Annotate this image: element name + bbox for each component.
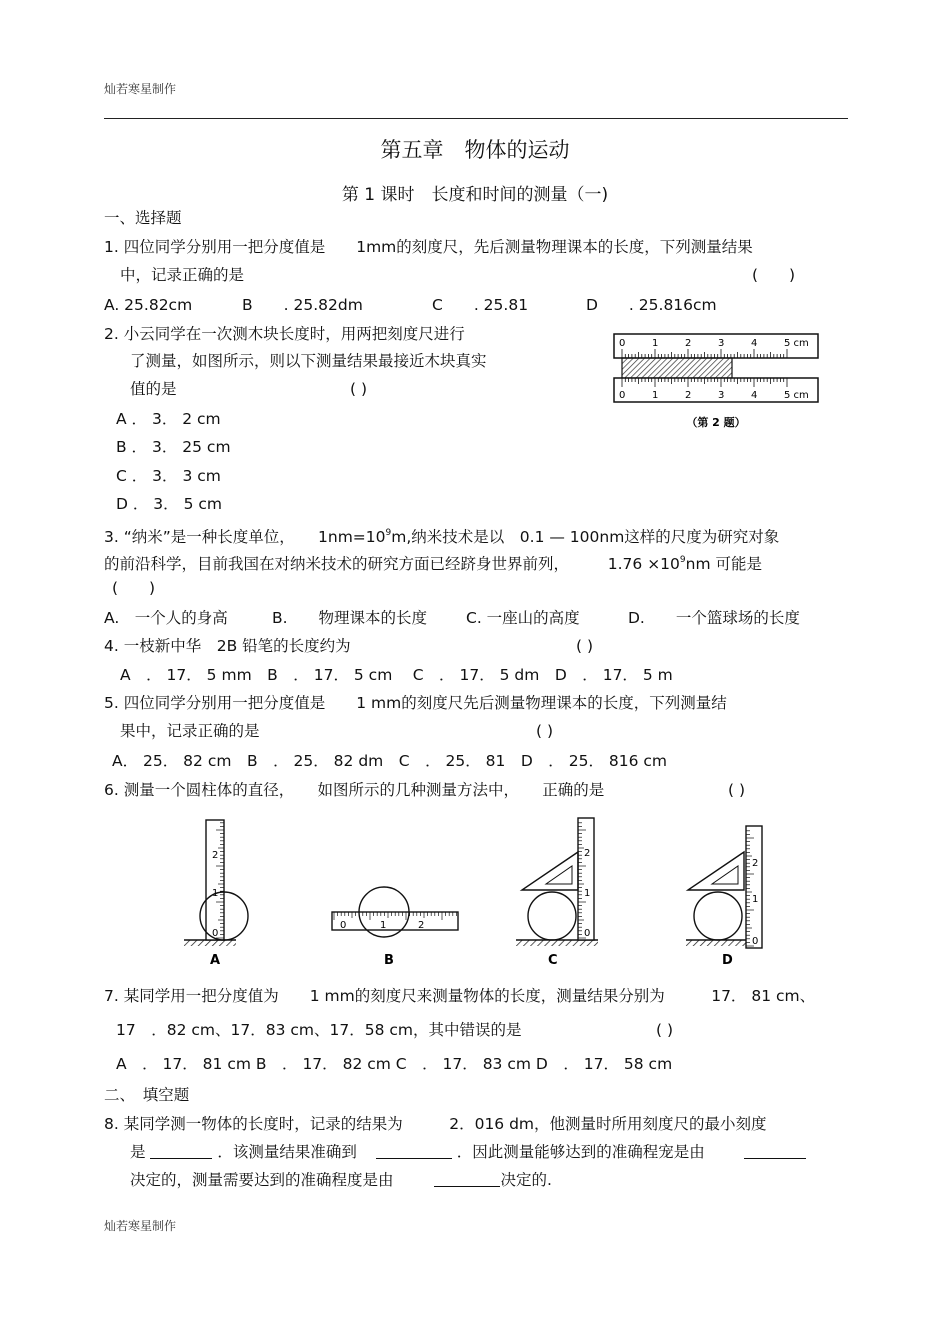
mark-b-2: 2 xyxy=(418,920,425,931)
tick-label: 1 xyxy=(652,338,659,349)
q2-option-a: A ． 3． 2 cm xyxy=(116,410,221,428)
q5-paren: ( ) xyxy=(536,722,554,740)
tick-label: 4 xyxy=(751,338,758,349)
q5-line1: 5. 四位同学分别用一把分度值是 1 mm的刻度尺先后测量物理课本的长度，下列测量结 xyxy=(104,694,727,712)
section-choice-heading: 一、选择题 xyxy=(104,209,182,227)
q2-option-c: C ． 3． 3 cm xyxy=(116,467,221,485)
q5-line2: 果中，记录正确的是 xyxy=(120,722,260,740)
q3-option-b: B. 物理课本的长度 xyxy=(272,609,428,627)
tick-label: 5 cm xyxy=(784,338,809,349)
q2-option-d: D ． 3． 5 cm xyxy=(116,495,222,513)
q7-line1: 7. 某同学用一把分度值为 1 mm的刻度尺来测量物体的长度，测量结果分别为 17． 81 cm、 xyxy=(104,987,816,1005)
mark-a-2: 2 xyxy=(212,850,219,861)
tick-label: 2 xyxy=(685,338,692,349)
q7-paren: ( ) xyxy=(656,1021,674,1039)
header-maker: 灿若寒星制作 xyxy=(104,82,177,96)
footer-maker: 灿若寒星制作 xyxy=(104,1219,177,1233)
q1-option-b: B . 25.82dm xyxy=(242,296,363,314)
svg-text:0: 0 xyxy=(752,936,759,947)
tick-label: 0 xyxy=(619,338,626,349)
q3-option-a: A. 一个人的身高 xyxy=(104,609,228,627)
label-c: C xyxy=(548,953,558,968)
q2-figure-caption: （第 2 题） xyxy=(686,416,746,429)
q3-option-c: C. 一座山的高度 xyxy=(466,609,580,627)
q1-line2: 中，记录正确的是 xyxy=(120,266,245,284)
label-a: A xyxy=(210,953,221,968)
q6-paren: ( ) xyxy=(728,781,746,799)
ground xyxy=(184,940,236,946)
q1-option-d: D . 25.816cm xyxy=(586,296,717,314)
method-a xyxy=(184,820,248,968)
tick-label: 5 cm xyxy=(784,390,809,401)
q8-line3: 决定的，测量需要达到的准确程度是由 决定的. xyxy=(130,1171,552,1189)
cylinder-c xyxy=(528,892,576,940)
method-c xyxy=(516,818,598,968)
tick-label: 2 xyxy=(685,390,692,401)
blank-min-scale[interactable] xyxy=(150,1144,212,1159)
q4-paren: ( ) xyxy=(576,637,594,655)
q2-line1: 2. 小云同学在一次测木块长度时，用两把刻度尺进行 xyxy=(104,325,465,343)
svg-text:0: 0 xyxy=(584,928,591,939)
q2-line3: 值的是 xyxy=(130,380,177,398)
blank-accuracy[interactable] xyxy=(376,1144,452,1159)
blank-determined-by-2[interactable] xyxy=(434,1172,500,1187)
tick-label: 3 xyxy=(718,338,725,349)
q8-line2: 是 ．该测量结果准确到 ．因此测量能够达到的准确程宠是由 xyxy=(130,1142,806,1162)
q2-ruler-figure xyxy=(610,330,822,432)
blank-determined-by-1[interactable] xyxy=(744,1144,806,1159)
q1-paren: ( ) xyxy=(752,266,796,284)
q6-diameter-figure xyxy=(176,812,776,972)
q2-option-b: B ． 3． 25 cm xyxy=(116,438,231,456)
q3-option-d: D. 一个篮球场的长度 xyxy=(628,609,800,627)
q3-line1: 3. “纳米”是一种长度单位， $1nm=10^9m$,纳米技术是以 0.1 — 100nm这样的尺度为研究对象 xyxy=(104,528,780,546)
q4-options: A ． 17． 5 mm B ． 17． 5 cm C ． 17． 5 dm D ． 17． 5 m xyxy=(120,666,673,684)
tick-label: 0 xyxy=(619,390,626,401)
method-b xyxy=(332,887,458,968)
ruler-a xyxy=(206,820,224,940)
q3-paren: ( ) xyxy=(112,579,156,597)
section-fill-heading: 二、 填空题 xyxy=(104,1086,190,1104)
ground xyxy=(516,940,598,946)
label-d: D xyxy=(722,953,733,968)
q8-line1: 8. 某同学测一物体的长度时，记录的结果为 2．016 dm，他测量时所用刻度尺的最小刻度 xyxy=(104,1115,767,1133)
lesson-subtitle: 第 1 课时 长度和时间的测量（一) xyxy=(341,185,609,205)
mark-b-0: 0 xyxy=(340,920,347,931)
mark-a-0: 0 xyxy=(212,928,219,939)
tick-label: 4 xyxy=(751,390,758,401)
cylinder-d xyxy=(694,892,742,940)
q5-options: A． 25． 82 cm B ． 25． 82 dm C ． 25． 81 D ． 25． 816 cm xyxy=(112,752,668,770)
q1-option-a: A. 25.82cm xyxy=(104,296,193,314)
chapter-title: 第五章 物体的运动 xyxy=(380,138,570,162)
tick-label: 1 xyxy=(652,390,659,401)
tick-label: 3 xyxy=(718,390,725,401)
ruler-c xyxy=(578,818,594,940)
header-rule xyxy=(104,118,848,119)
ground xyxy=(686,940,754,946)
q7-line2: 17 ．82 cm、17．83 cm、17．58 cm，其中错误的是 xyxy=(116,1021,522,1039)
svg-text:1: 1 xyxy=(752,894,759,905)
label-b: B xyxy=(384,953,394,968)
q1-option-c: C . 25.81 xyxy=(432,296,529,314)
wood-block xyxy=(622,358,732,378)
q6-line1: 6. 测量一个圆柱体的直径， 如图所示的几种测量方法中， 正确的是 xyxy=(104,781,605,799)
mark-a-1: 1 xyxy=(212,888,219,899)
q3-line2: 的前沿科学，目前我国在对纳米技术的研究方面已经跻身世界前列， $1.76 \times 10^9nm$ 可能是 xyxy=(104,555,762,573)
svg-text:2: 2 xyxy=(752,858,759,869)
q2-line2: 了测量，如图所示，则以下测量结果最接近木块真实 xyxy=(130,352,487,370)
svg-text:1: 1 xyxy=(584,888,591,899)
q7-options: A ． 17． 81 cm B ． 17． 82 cm C ． 17． 83 cm D ． 17． 58 cm xyxy=(116,1055,673,1073)
q2-paren: ( ) xyxy=(350,380,368,398)
mark-b-1: 1 xyxy=(380,920,387,931)
q1-line1: 1. 四位同学分别用一把分度值是 1mm的刻度尺，先后测量物理课本的长度，下列测量结果 xyxy=(104,238,753,256)
method-d xyxy=(686,826,762,968)
ruler-d xyxy=(746,826,762,948)
svg-text:2: 2 xyxy=(584,848,591,859)
q4-line1: 4. 一枝新中华 2B 铅笔的长度约为 xyxy=(104,637,351,655)
